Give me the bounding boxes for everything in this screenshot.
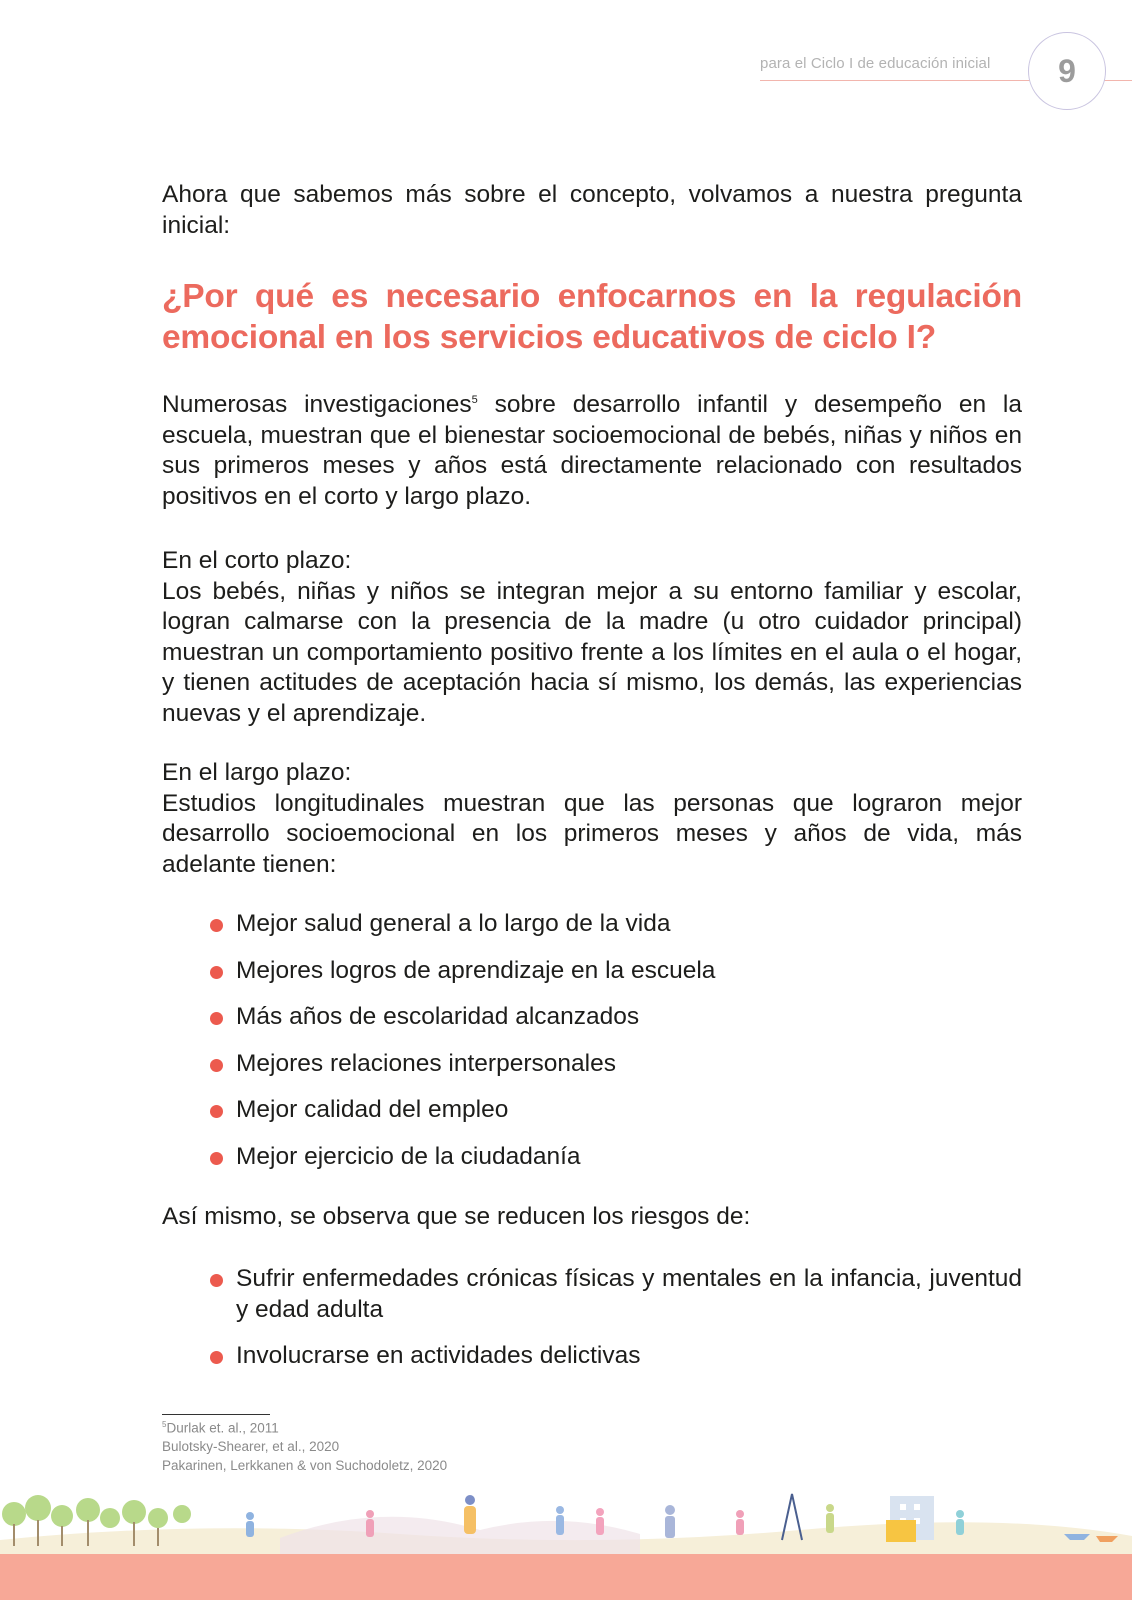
long-term-block — [162, 758, 1022, 880]
running-title: para el Ciclo I de educación inicial — [760, 55, 991, 72]
benefits-list — [210, 908, 1022, 1172]
footnote-line: Pakarinen, Lerkkanen & von Suchodoletz, 2020 — [162, 1457, 448, 1473]
intro-paragraph: Ahora que sabemos más sobre el concepto, volvamos a nuestra pregunta inicial: — [162, 181, 1022, 239]
bullet-icon — [210, 1012, 223, 1025]
list-item: Mejores relaciones interpersonales — [210, 1048, 1022, 1079]
footnote-ref: 5 — [471, 394, 478, 406]
risks-list — [210, 1263, 1022, 1371]
footnote-line: $^5$Durlak et. al., 2011 — [162, 1420, 279, 1436]
footnote-marker: 5 — [162, 1420, 167, 1429]
risks-intro-block — [162, 1202, 1022, 1233]
risks-intro: Así mismo, se observa que se reducen los riesgos de: — [162, 1203, 751, 1230]
short-term-paragraph: Los bebés, niñas y niños se integran mejor a su entorno familiar y escolar, logran calmarse con la presencia de la madre (u otro cuidador principal) muestran un comportamiento positivo frente a los límites en el aula o el hogar, y tienen actitudes de aceptación hacia sí mismo, los demás, las experiencias nuevas y el aprendizaje. — [162, 577, 1022, 727]
footnote-divider — [162, 1414, 270, 1415]
footnote-line: Bulotsky-Shearer, et al., 2020 — [162, 1439, 340, 1454]
research-block — [162, 385, 1022, 512]
short-term-block — [162, 546, 1022, 729]
list-item: Mejor salud general a lo largo de la vida — [210, 908, 1022, 939]
research-text-end: sobre desarrollo infantil y desempeño en la escuela, muestran que el bienestar socioemocional de bebés, niñas y niños en sus primeros meses y años está directamente relacionado con resultados positivos en el corto y largo plazo. — [162, 391, 1022, 510]
footer-band — [0, 1554, 1132, 1600]
footer-illustration — [0, 1490, 1132, 1556]
bullet-icon — [210, 919, 223, 932]
bullet-icon — [210, 1152, 223, 1165]
building — [886, 1496, 934, 1542]
footnotes — [162, 1416, 447, 1475]
list-item: Involucrarse en actividades delictivas — [210, 1340, 1022, 1371]
bullet-icon — [210, 966, 223, 979]
intro-block — [162, 180, 1022, 241]
research-text-start: Numerosas investigaciones — [162, 391, 472, 419]
list-item: Sufrir enfermedades crónicas físicas y mentales en la infancia, juventud y edad adulta — [210, 1263, 1022, 1325]
list-item: Mejor calidad del empleo — [210, 1094, 1022, 1125]
short-term-heading: En el corto plazo: — [162, 547, 352, 574]
bullet-icon — [210, 1274, 223, 1287]
list-item: Mejores logros de aprendizaje en la escuela — [210, 955, 1022, 986]
page-number: 9 — [1028, 32, 1106, 110]
long-term-paragraph: Estudios longitudinales muestran que las personas que lograron mejor desarrollo socioemocional en los primeros meses y años de vida, más adelante tienen: — [162, 789, 1022, 878]
question-heading: ¿Por qué es necesario enfocarnos en la regulación emocional en los servicios educativos de ciclo I? — [162, 278, 1022, 356]
hill-shape — [280, 1517, 640, 1556]
bullet-icon — [210, 1105, 223, 1118]
bullet-icon — [210, 1059, 223, 1072]
research-paragraph — [162, 385, 1022, 512]
trees-left — [2, 1495, 191, 1528]
list-item: Más años de escolaridad alcanzados — [210, 1001, 1022, 1032]
long-term-heading: En el largo plazo: — [162, 759, 352, 786]
list-item: Mejor ejercicio de la ciudadanía — [210, 1141, 1022, 1172]
bullet-icon — [210, 1351, 223, 1364]
